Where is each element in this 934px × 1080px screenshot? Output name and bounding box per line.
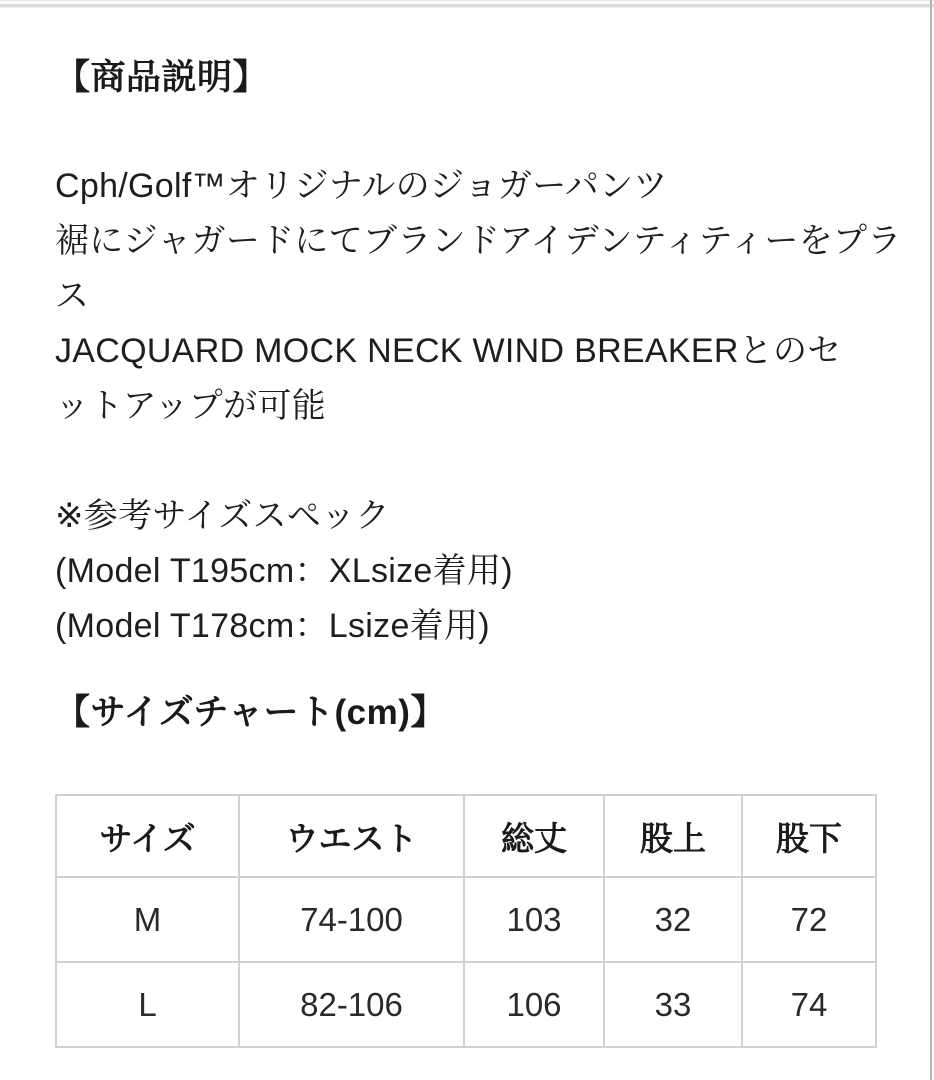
column-header-size: サイズ [56,795,239,877]
product-description [55,159,908,654]
model-spec-l: (Model T178cm：Lsize着用) [55,607,490,645]
cell-l-size: L [56,962,239,1047]
cell-l-length: 106 [464,962,604,1047]
cell-m-size: M [56,877,239,962]
description-line-blank [55,434,908,489]
description-line-2: 裾にジャガードにてブランドアイデンティティーをプラ [55,222,902,260]
size-chart-heading: 【サイズチャート(cm)】 [55,693,446,732]
product-description-heading: 【商品説明】 [55,58,269,97]
size-chart-row-m [56,877,876,962]
top-divider [0,0,934,8]
cell-m-length: 103 [464,877,604,962]
model-spec-xl: (Model T195cm：XLsize着用) [55,552,513,590]
size-chart-header-row [56,795,876,877]
cell-m-inseam: 72 [742,877,876,962]
cell-m-rise: 32 [604,877,742,962]
size-spec-note: ※参考サイズスペック [55,497,390,535]
content-area [0,57,934,1048]
description-line-3: ス [55,277,90,315]
description-line-1: Cph/Golf™オリジナルのジョガーパンツ [55,167,668,205]
cell-l-rise: 33 [604,962,742,1047]
column-header-inseam: 股下 [742,795,876,877]
cell-l-waist: 82-106 [239,962,464,1047]
column-header-length: 総丈 [464,795,604,877]
size-chart-table [55,794,877,1048]
description-line-5: ットアップが可能 [55,387,326,425]
page-right-border [930,0,932,1080]
cell-m-waist: 74-100 [239,877,464,962]
column-header-waist: ウエスト [239,795,464,877]
description-line-4: JACQUARD MOCK NECK WIND BREAKERとのセ [55,332,842,370]
column-header-rise: 股上 [604,795,742,877]
top-divider-line-3 [0,7,934,8]
cell-l-inseam: 74 [742,962,876,1047]
size-chart-row-l [56,962,876,1047]
